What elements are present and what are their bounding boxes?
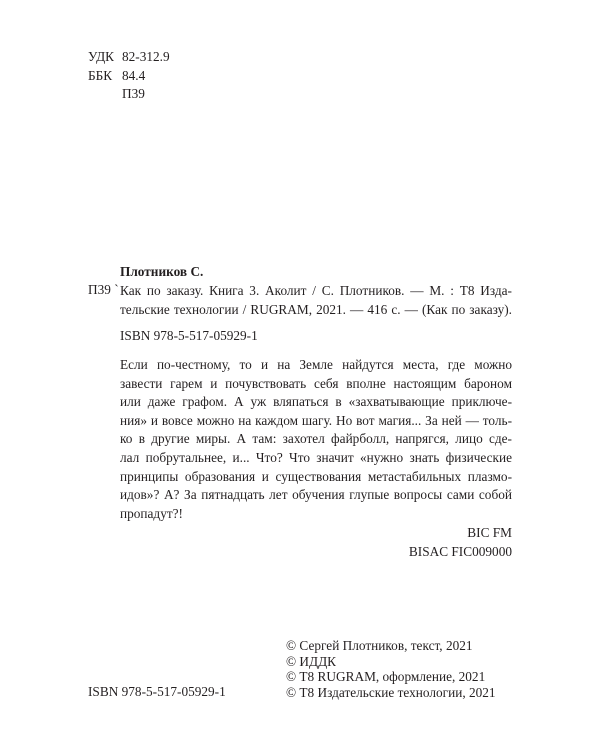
biblio-line: тельские технологии / RUGRAM, 2021. — 416 с. — (Как по заказу). [120, 301, 512, 317]
author-sign-row [88, 85, 170, 104]
biblio-line: Как по заказу. Книга 3. Аколит / С. Плотников. — М. : Т8 Изда- [120, 283, 512, 298]
author-sign-margin: П39 ` [88, 282, 119, 297]
bbk-value: 84.4 [122, 67, 146, 83]
udk-label: УДК [88, 49, 115, 64]
subject-classification [409, 524, 512, 561]
bibliographic-description [120, 282, 512, 319]
annotation-line: идов»? А? За пятнадцать лет обучения глупые вопросы сами собой [120, 487, 512, 503]
copyright-line: © Сергей Плотников, текст, 2021 [286, 638, 473, 653]
annotation-line: или даже графом. А уж вляпаться в «захватывающие приключе- [120, 394, 512, 410]
copyright-line: © ИДДК [286, 653, 337, 669]
annotation-line: пропадут?! [120, 505, 183, 521]
annotation-line: Если по-честному, то и на Земле найдутся места, где можно [120, 357, 512, 372]
copyright-line: © Т8 RUGRAM, оформление, 2021 [286, 669, 486, 684]
annotation-line: ния» и вовсе можно на каждом шагу. Но вот магия... За ней — толь- [120, 412, 512, 428]
copyright-block [286, 638, 496, 700]
annotation-line: лал побрутальнее, и... Что? Что значит «нужно знать физические [120, 449, 512, 465]
udk-row [88, 48, 170, 67]
annotation-line: ко в другие миры. А там: захотел файрболл, напрягся, лицо сде- [120, 431, 512, 447]
bbk-row [88, 67, 170, 86]
annotation-line: принципы образования и существования метастабильных плазмо- [120, 468, 512, 484]
isbn-top: ISBN 978-5-517-05929-1 [120, 328, 258, 343]
copyright-line: © Т8 Издательские технологии, 2021 [286, 684, 496, 700]
author-heading: Плотников С. [120, 264, 204, 279]
bisac-code: BISAC FIC009000 [408, 543, 512, 559]
annotation [120, 356, 512, 523]
bbk-label: ББК [88, 67, 113, 83]
udk-value: 82-312.9 [122, 49, 170, 64]
bic-code: BIC FM [467, 525, 512, 540]
annotation-line: завести гарем и почувствовать себя вполне настоящим бароном [120, 375, 512, 391]
classification-codes [88, 48, 170, 104]
author-sign: П39 [122, 86, 145, 101]
isbn-bottom: ISBN 978-5-517-05929-1 [88, 684, 226, 699]
